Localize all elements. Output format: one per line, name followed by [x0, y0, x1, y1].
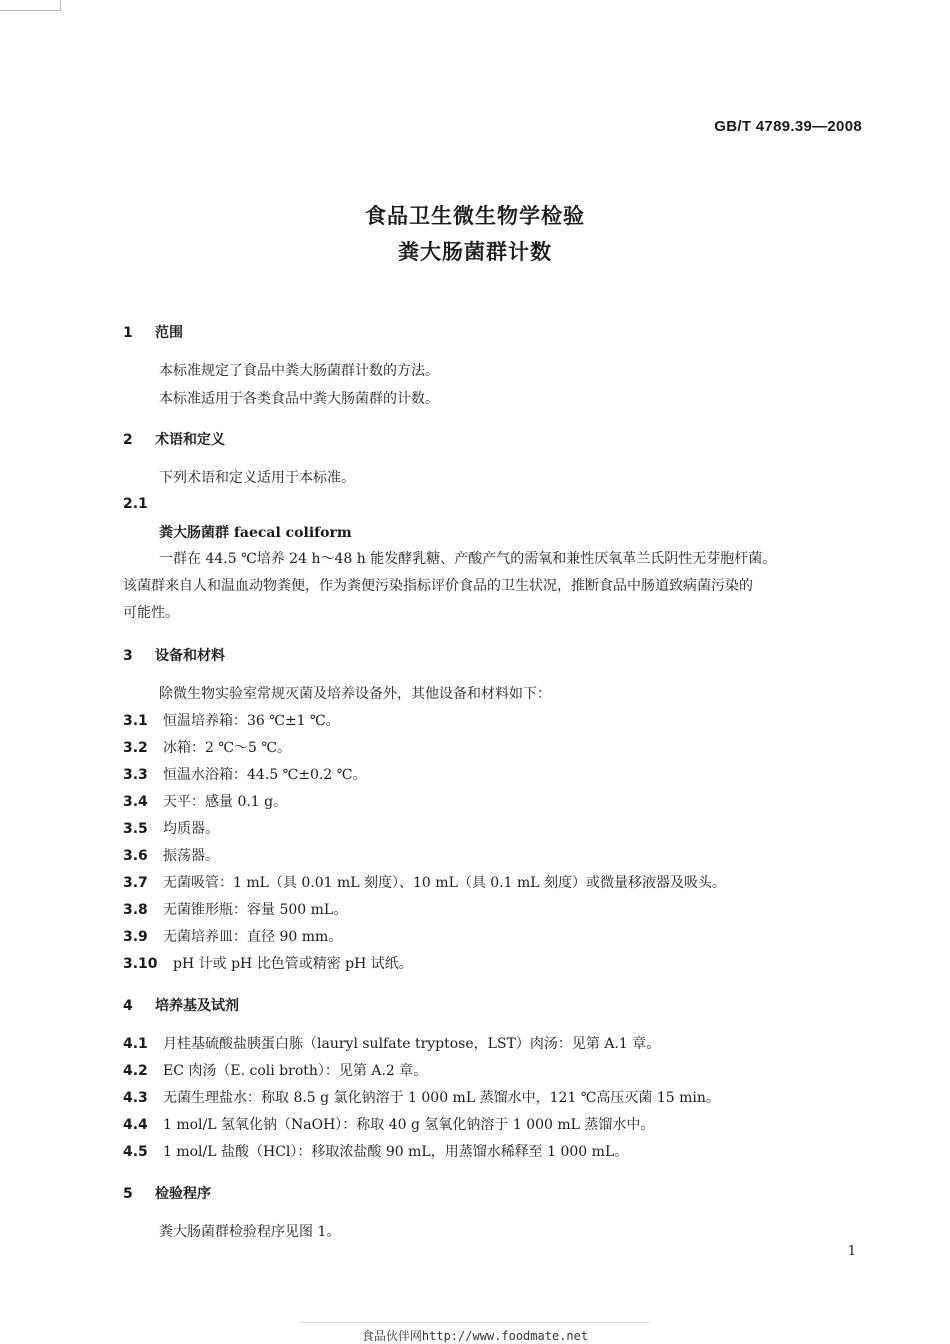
list-item: 3.10 pH 计或 pH 比色管或精密 pH 试纸。: [123, 956, 413, 972]
section-title: 术语和定义: [155, 432, 225, 448]
document-title-line1: 食品卫生微生物学检验: [365, 204, 585, 228]
section-title: 培养基及试剂: [155, 998, 239, 1014]
section-2-heading: [123, 429, 225, 449]
section-number: 5: [123, 1186, 133, 1202]
footer-watermark: 食品伙伴网http://www.foodmate.net: [361, 1329, 589, 1343]
section-1-paragraph-2: 本标准适用于各类食品中粪大肠菌群的计数。: [159, 391, 439, 407]
section-title: 检验程序: [155, 1186, 211, 1202]
section-number: 1: [123, 325, 133, 341]
section-number: 2: [123, 432, 133, 448]
document-title-line2: 粪大肠菌群计数: [398, 240, 552, 264]
list-item: 3.3 恒温水浴箱：44.5 ℃±0.2 ℃。: [123, 767, 367, 783]
section-4-heading: [123, 995, 239, 1015]
scan-corner-mark: [0, 0, 61, 11]
definition-line-1: 一群在 44.5 ℃培养 24 h～48 h 能发酵乳糖、产酸产气的需氧和兼性厌氧革兰氏阴性无芽胞杆菌。: [159, 551, 777, 567]
section-title: 设备和材料: [155, 648, 225, 664]
section-1-heading: [123, 322, 183, 342]
list-item: 3.2 冰箱：2 ℃～5 ℃。: [123, 740, 292, 756]
section-5-heading: [123, 1183, 211, 1203]
list-item: 3.7 无菌吸管：1 mL（具 0.01 mL 刻度）、10 mL（具 0.1 mL 刻度）或微量移液器及吸头。: [123, 875, 727, 891]
section-2-paragraph-1: 下列术语和定义适用于本标准。: [159, 470, 355, 486]
definition-line-2: 该菌群来自人和温血动物粪便，作为粪便污染指标评价食品的卫生状况，推断食品中肠道致病菌污染的: [123, 578, 753, 594]
section-1-paragraph-1: 本标准规定了食品中粪大肠菌群计数的方法。: [159, 363, 439, 379]
standard-code: GB/T 4789.39—2008: [714, 118, 862, 135]
section-3-intro: 除微生物实验室常规灭菌及培养设备外，其他设备和材料如下：: [159, 686, 551, 702]
list-item: 4.1 月桂基硫酸盐胰蛋白胨（lauryl sulfate tryptose，LST）肉汤：见第 A.1 章。: [123, 1036, 661, 1052]
list-item: 4.3 无菌生理盐水：称取 8.5 g 氯化钠溶于 1 000 mL 蒸馏水中，121 ℃高压灭菌 15 min。: [123, 1090, 720, 1106]
page-number: 1: [847, 1244, 856, 1259]
list-item: 3.6 振荡器。: [123, 848, 219, 864]
definition-line-3: 可能性。: [123, 605, 179, 621]
list-item: 4.4 1 mol/L 氢氧化钠（NaOH）：称取 40 g 氢氧化钠溶于 1 000 mL 蒸馏水中。: [123, 1117, 655, 1133]
list-item: 3.9 无菌培养皿：直径 90 mm。: [123, 929, 343, 945]
list-item: 4.2 EC 肉汤（E. coli broth）：见第 A.2 章。: [123, 1063, 428, 1079]
list-item: 4.5 1 mol/L 盐酸（HCl）：移取浓盐酸 90 mL，用蒸馏水稀释至 1 000 mL。: [123, 1144, 629, 1160]
subsection-number: 2.1: [123, 496, 148, 512]
list-item: 3.5 均质器。: [123, 821, 219, 837]
section-3-heading: [123, 645, 225, 665]
section-title: 范围: [155, 325, 183, 341]
list-item: 3.8 无菌锥形瓶：容量 500 mL。: [123, 902, 348, 918]
term-heading: 粪大肠菌群 faecal coliform: [159, 525, 352, 541]
section-number: 3: [123, 648, 133, 664]
subsection-2-1: [123, 496, 163, 512]
footer-divider: [300, 1322, 650, 1323]
list-item: 3.1 恒温培养箱：36 ℃±1 ℃。: [123, 713, 340, 729]
list-item: 3.4 天平：感量 0.1 g。: [123, 794, 288, 810]
section-number: 4: [123, 998, 133, 1014]
section-5-paragraph-1: 粪大肠菌群检验程序见图 1。: [159, 1224, 341, 1240]
